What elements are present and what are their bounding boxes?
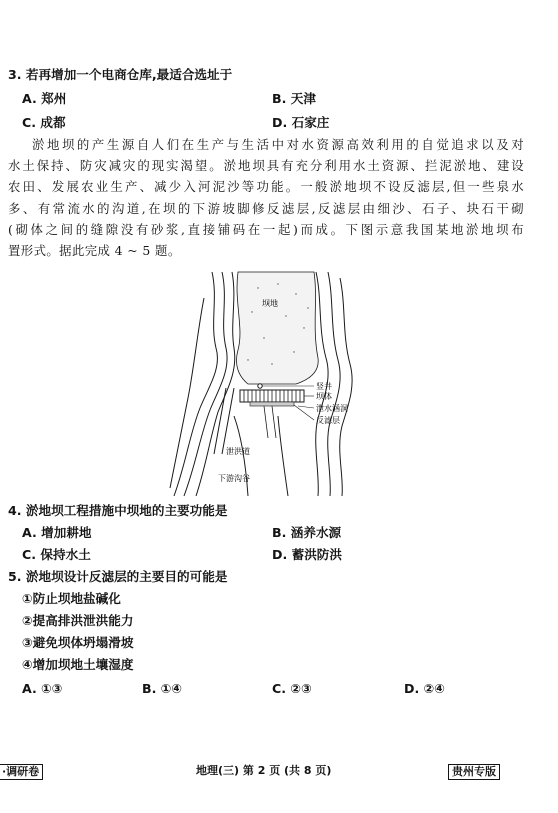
q4-option-a: A. 增加耕地 — [22, 525, 92, 540]
spillway — [214, 388, 234, 454]
label-dam-body: 坝体 — [316, 392, 332, 401]
contour-line — [174, 272, 217, 496]
contour-line — [234, 416, 248, 496]
q3-stem: 3. 若再增加一个电商仓库,最适合选址于 — [8, 67, 233, 82]
contour-line — [196, 272, 235, 496]
passage-line: 水土保持、防灾减灾的现实渴望。淤地坝具有充分利用水土资源、拦泥淤地、建设 — [8, 158, 524, 174]
q5-option-c: C. ②③ — [272, 681, 312, 696]
footer-edition: 贵州专版 — [448, 764, 500, 780]
q4-option-b: B. 涵养水源 — [272, 525, 342, 540]
q5-item-1: ①防止坝地盐碱化 — [22, 591, 121, 606]
passage-line: (砌体之间的缝隙没有砂浆,直接铺码在一起)而成。下图示意我国某地淤地坝布 — [8, 221, 524, 237]
check-dam-diagram — [168, 268, 368, 498]
q5-option-a: A. ①③ — [22, 681, 63, 696]
q4-option-d: D. 蓄洪防洪 — [272, 547, 342, 562]
contour-line — [278, 416, 288, 496]
label-spillway: 泄洪道 — [226, 447, 250, 456]
passage-line: 置形式。据此完成 4 ~ 5 题。 — [8, 243, 181, 259]
q4-stem: 4. 淤地坝工程措施中坝地的主要功能是 — [8, 503, 228, 518]
q5-item-3: ③避免坝体坍塌滑坡 — [22, 635, 134, 650]
q5-option-d: D. ②④ — [404, 681, 445, 696]
q3-option-a: A. 郑州 — [22, 91, 67, 106]
label-downstream-gully: 下游沟谷 — [218, 474, 250, 483]
footer-exam-type: ·调研卷 — [0, 764, 43, 780]
q5-item-4: ④增加坝地土壤湿度 — [22, 657, 134, 672]
footer-page-number: 地理(三) 第 2 页 (共 8 页) — [196, 764, 332, 777]
contour-line — [340, 278, 352, 496]
q3-option-d: D. 石家庄 — [272, 115, 330, 130]
passage — [8, 134, 524, 261]
label-drain-culvert: 泄水涵洞 — [316, 404, 348, 413]
q5-option-b: B. ①④ — [142, 681, 183, 696]
q3-option-c: C. 成都 — [22, 115, 66, 130]
passage-line: 多、有常流水的沟道,在坝的下游坡脚修反滤层,反滤层由细沙、石子、块石干砌 — [8, 200, 524, 216]
contour-line — [170, 298, 204, 488]
filter-layer — [250, 402, 294, 406]
q5-item-2: ②提高排洪泄洪能力 — [22, 613, 134, 628]
label-vertical-shaft: 竖井 — [316, 382, 332, 391]
q3-option-b: B. 天津 — [272, 91, 316, 106]
q4-option-c: C. 保持水土 — [22, 547, 91, 562]
vertical-shaft-symbol — [258, 384, 262, 388]
dam-land-area — [236, 272, 318, 384]
label-dam-land: 坝地 — [262, 299, 278, 308]
drain-culvert — [264, 406, 276, 438]
passage-line: 淤地坝的产生源自人们在生产与生活中对水资源高效利用的自觉追求以及对 — [32, 137, 524, 152]
q5-stem: 5. 淤地坝设计反滤层的主要目的可能是 — [8, 569, 228, 584]
passage-line: 农田、发展农业生产、减少入河泥沙等功能。一般淤地坝不设反滤层,但一些泉水 — [8, 179, 524, 195]
label-filter-layer: 反滤层 — [316, 416, 340, 425]
